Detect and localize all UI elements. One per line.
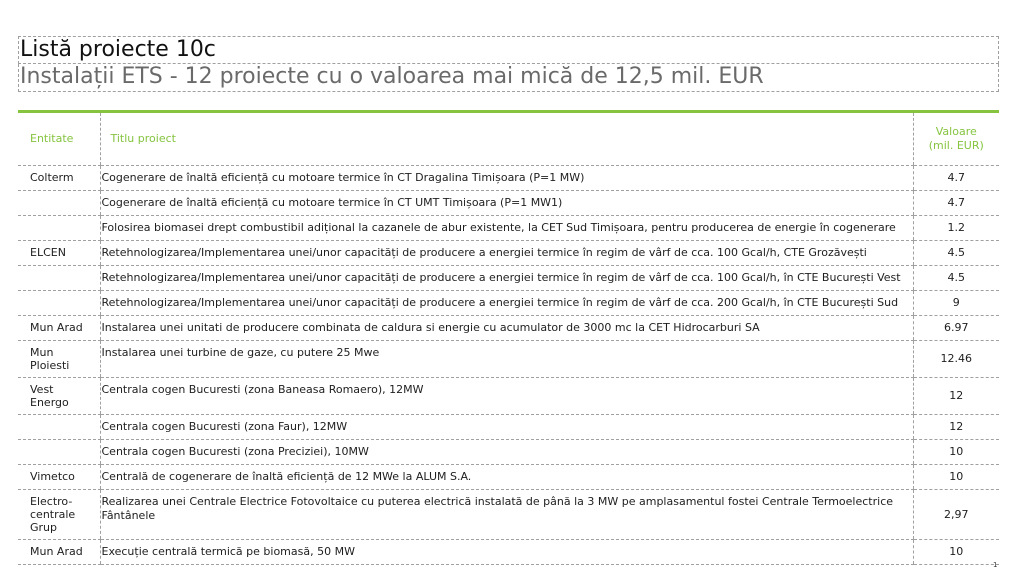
table-row (18, 266, 999, 291)
entity-cell: Electro-centrale Grup (18, 490, 100, 540)
table-row (18, 316, 999, 341)
entity-cell (18, 266, 100, 291)
value-cell: 4.7 (913, 166, 999, 191)
project-title-cell: Instalarea unei unitati de producere combinata de caldura si energie cu acumulator de 3000 mc la CET Hidrocarburi SA (100, 316, 913, 341)
entity-cell (18, 191, 100, 216)
table-header-row (18, 112, 999, 166)
value-cell: 12.46 (913, 341, 999, 378)
project-title-cell: Cogenerare de înaltă eficiență cu motoare termice în CT UMT Timișoara (P=1 MW1) (100, 191, 913, 216)
entity-cell (18, 440, 100, 465)
column-header-value: Valoare (mil. EUR) (913, 112, 999, 166)
table-row (18, 540, 999, 565)
table-row (18, 378, 999, 415)
value-cell: 12 (913, 415, 999, 440)
project-title-cell: Centrala cogen Bucuresti (zona Faur), 12MW (100, 415, 913, 440)
value-cell: 10 (913, 440, 999, 465)
value-cell: 12 (913, 378, 999, 415)
project-title-cell: Cogenerare de înaltă eficiență cu motoare termice în CT Dragalina Timișoara (P=1 MW) (100, 166, 913, 191)
table-row (18, 341, 999, 378)
project-title-cell: Execuție centrală termică pe biomasă, 50 MW (100, 540, 913, 565)
value-cell: 2,97 (913, 490, 999, 540)
value-cell: 1.2 (913, 216, 999, 241)
entity-cell: Mun Arad (18, 540, 100, 565)
entity-cell: Colterm (18, 166, 100, 191)
document-title: Listă proiecte 10c (18, 36, 999, 64)
column-header-project-title: Titlu proiect (100, 112, 913, 166)
column-header-entity: Entitate (18, 112, 100, 166)
value-cell: 4.5 (913, 241, 999, 266)
table-header (18, 112, 999, 166)
project-title-cell: Centrală de cogenerare de înaltă eficiență de 12 MWe la ALUM S.A. (100, 465, 913, 490)
table-row (18, 241, 999, 266)
page-number: 1 (993, 561, 998, 569)
entity-cell: Mun Arad (18, 316, 100, 341)
entity-cell (18, 415, 100, 440)
value-cell: 10 (913, 540, 999, 565)
entity-cell (18, 216, 100, 241)
document-page (18, 36, 999, 565)
table-row (18, 415, 999, 440)
table-row (18, 216, 999, 241)
value-cell: 4.5 (913, 266, 999, 291)
value-cell: 10 (913, 465, 999, 490)
table-body (18, 166, 999, 565)
entity-cell (18, 291, 100, 316)
project-title-cell: Folosirea biomasei drept combustibil adițional la cazanele de abur existente, la CET Sud Timișoara, pentru producerea de energie în cogenerare (100, 216, 913, 241)
value-cell: 4.7 (913, 191, 999, 216)
project-title-cell: Realizarea unei Centrale Electrice Fotovoltaice cu puterea electrică instalată de până la 3 MW pe amplasamentul fostei Centrale Termoelectrice Fântânele (100, 490, 913, 540)
entity-cell: Vimetco (18, 465, 100, 490)
entity-cell: Vest Energo (18, 378, 100, 415)
table-row (18, 291, 999, 316)
table-row (18, 191, 999, 216)
project-title-cell: Retehnologizarea/Implementarea unei/unor capacități de producere a energiei termice în regim de vârf de cca. 100 Gcal/h, în CTE București Vest (100, 266, 913, 291)
document-subtitle: Instalații ETS - 12 proiecte cu o valoarea mai mică de 12,5 mil. EUR (18, 64, 999, 92)
project-title-cell: Centrala cogen Bucuresti (zona Baneasa Romaero), 12MW (100, 378, 913, 415)
table-row (18, 465, 999, 490)
table-row (18, 490, 999, 540)
value-cell: 9 (913, 291, 999, 316)
table-row (18, 440, 999, 465)
entity-cell: Mun Ploiesti (18, 341, 100, 378)
table-row (18, 166, 999, 191)
project-title-cell: Centrala cogen Bucuresti (zona Preciziei), 10MW (100, 440, 913, 465)
project-title-cell: Retehnologizarea/Implementarea unei/unor capacități de producere a energiei termice în regim de vârf de cca. 200 Gcal/h, în CTE București Sud (100, 291, 913, 316)
project-title-cell: Instalarea unei turbine de gaze, cu putere 25 Mwe (100, 341, 913, 378)
project-table (18, 110, 999, 565)
project-title-cell: Retehnologizarea/Implementarea unei/unor capacități de producere a energiei termice în regim de vârf de cca. 100 Gcal/h, CTE Grozăvești (100, 241, 913, 266)
entity-cell: ELCEN (18, 241, 100, 266)
value-cell: 6.97 (913, 316, 999, 341)
